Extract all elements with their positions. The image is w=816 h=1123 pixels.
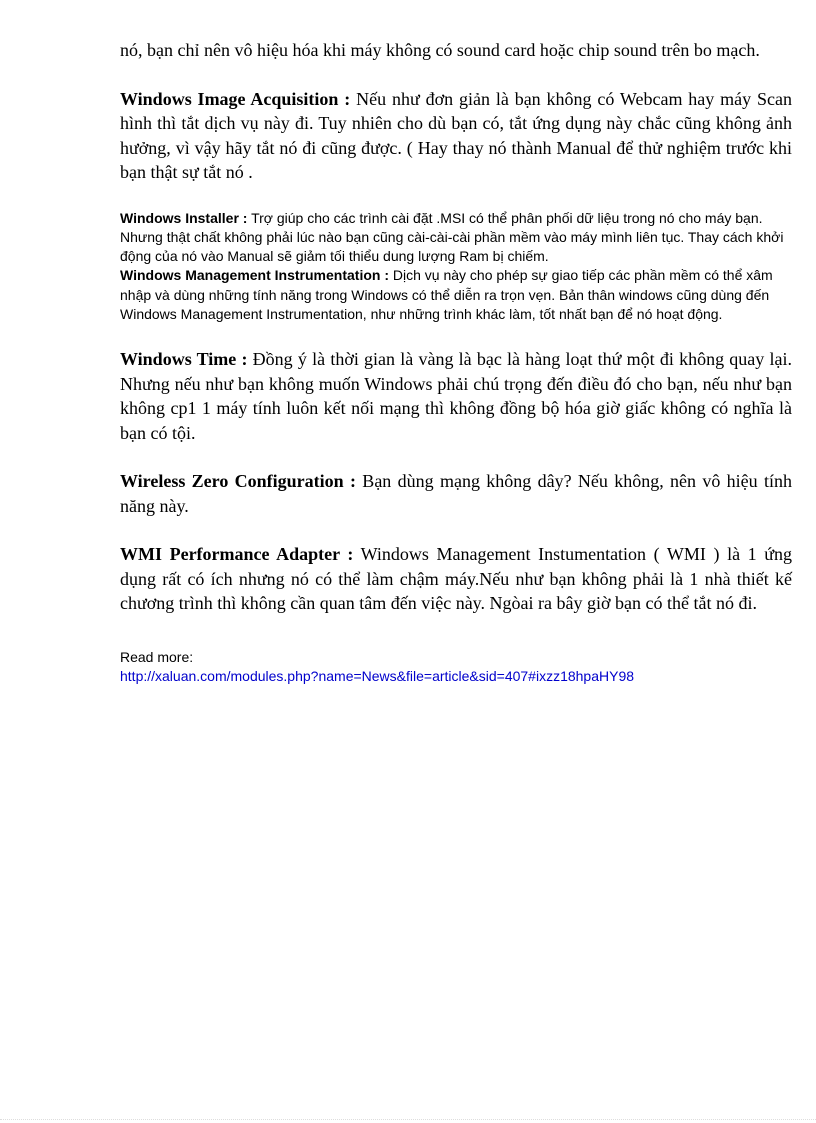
- entry-title: Windows Management Instrumentation :: [120, 267, 389, 284]
- section-windows-time: [120, 347, 792, 445]
- read-more-label: Read more:: [120, 648, 194, 665]
- intro-paragraph: [120, 38, 792, 63]
- entry-title: Windows Installer :: [120, 209, 248, 226]
- section-title: Wireless Zero Configuration :: [120, 471, 356, 492]
- sans-entries-block: [120, 209, 792, 325]
- read-more: [120, 648, 792, 686]
- intro-text: nó, bạn chỉ nên vô hiệu hóa khi máy không có sound card hoặc chip sound trên bo mạch.: [120, 40, 760, 60]
- section-wireless-zero-configuration: [120, 469, 792, 518]
- read-more-link[interactable]: http://xaluan.com/modules.php?name=News&file=article&sid=407#ixzz18hpaHY98: [120, 667, 635, 684]
- section-text: Nếu như đơn giản là bạn không có Webcam hay máy Scan hình thì tắt dịch vụ này đi. Tuy nhiên cho dù bạn có, tắt ứng dụng này chắc cũng không ảnh hưởng, vì vậy hãy tắt nó đi cũng được. ( Hay thay nó thành Manual để thử nghiệm trước khi bạn thật sự tắt nó .: [120, 88, 792, 182]
- entry-text: Dịch vụ này cho phép sự giao tiếp các phần mềm có thể xâm nhập và dùng những tính năng trong Windows có thể diễn ra trọn vẹn. Bản thân windows cũng dùng đến Windows Management Instrumentation, như những trình khác làm, tốt nhất bạn để nó hoạt động.: [120, 267, 773, 322]
- page-bottom-divider: [0, 1119, 816, 1120]
- section-title: WMI Performance Adapter :: [120, 544, 354, 565]
- section-windows-image-acquisition: [120, 87, 792, 185]
- section-text: Bạn dùng mạng không dây? Nếu không, nên vô hiệu tính năng này.: [120, 471, 793, 516]
- section-title: Windows Time :: [120, 349, 248, 370]
- section-text: Đồng ý là thời gian là vàng là bạc là hàng loạt thứ một đi không quay lại. Nhưng nếu như bạn không muốn Windows phải chú trọng đến điều đó cho bạn, nếu như bạn không cp1 1 máy tính luôn kết nối mạng thì không đồng bộ hóa giờ giấc không có nghĩa là bạn có tội.: [120, 349, 792, 443]
- entry-text: Trợ giúp cho các trình cài đặt .MSI có thể phân phối dữ liệu trong nó cho máy bạn. Nhưng thật chất không phải lúc nào bạn cũng cài-cài-cài phần mềm vào máy mình liên tục. Thay cách khởi động của nó vào Manual sẽ giảm tối thiểu dung lượng Ram bị chiếm.: [120, 209, 784, 265]
- entry-windows-installer: [120, 209, 784, 267]
- section-text: Windows Management Instumentation ( WMI ) là 1 ứng dụng rất có ích nhưng nó có thể làm chậm máy.Nếu như bạn không phải là 1 nhà thiết kế chương trình thì không cần quan tâm đến việc này. Ngòai ra bây giờ bạn có thể tắt nó đi.: [120, 544, 793, 614]
- section-title: Windows Image Acquisition :: [120, 88, 351, 109]
- document-page: [120, 38, 792, 686]
- section-wmi-performance-adapter: [120, 542, 792, 616]
- entry-windows-management-instrumentation: [120, 266, 784, 324]
